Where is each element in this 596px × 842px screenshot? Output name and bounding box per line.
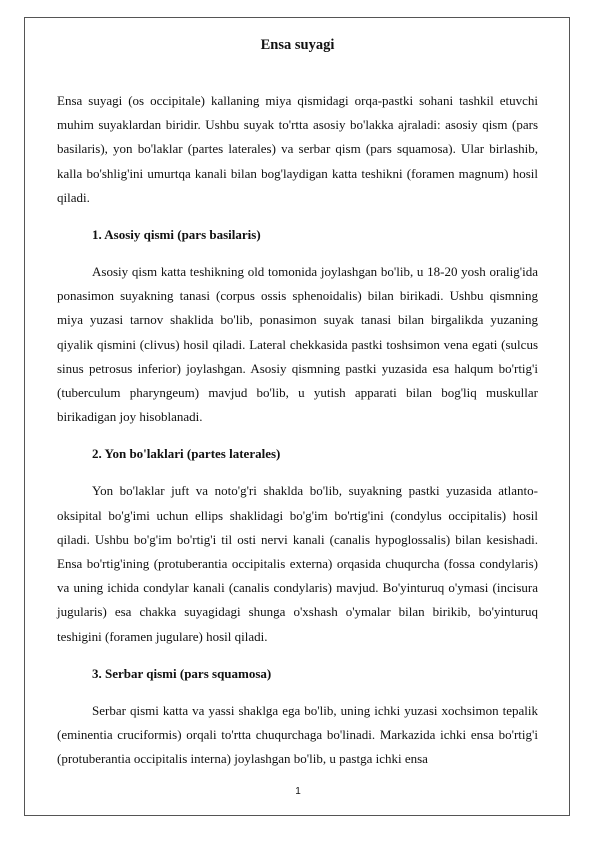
section-text-laterales: Yon bo'laklar juft va noto'g'ri shaklda bo'lib, suyakning pastki yuzasida atlanto-oksipital bo'g'imi uchun ellips shaklidagi bo'g'im bo'rtig'ini (condylus occipitalis) hosil qiladi. Ushbu bo'g'im bo'rtig'i til osti nervi kanali (canalis hypoglossalis) bilan kesishadi. Ensa bo'rtig'ining (protuberantia occipitalis externa) orqasida chuqurcha (fossa condylaris) va uning ichida condylar kanali (canalis condylaris) mavjud. Bo'yinturuq o'ymasi (incisura jugularis) esa chakka suyagidagi shunga o'xshash o'ymalar bilan birikib, bo'yinturuq teshigini (foramen jugulare) hosil qiladi. xyxy=(57,483,538,644)
page-number: 1 xyxy=(295,786,301,797)
section-heading-squamosa: 3. Serbar qismi (pars squamosa) xyxy=(92,665,272,681)
document-title: Ensa suyagi xyxy=(260,37,335,53)
document-body xyxy=(57,35,538,784)
section-heading-basilaris: 1. Asosiy qismi (pars basilaris) xyxy=(92,227,261,243)
section-text-squamosa: Serbar qismi katta va yassi shaklga ega bo'lib, uning ichki yuzasi xochsimon tepalik (eminentia cruciformis) orqali to'rtta chuqurchaga bo'linadi. Markazida ichki ensa bo'rtig'i (protuberantia occipitalis interna) joylashgan bo'lib, u pastga ichki ensa xyxy=(57,702,538,767)
section-heading-laterales: 2. Yon bo'laklari (partes laterales) xyxy=(92,446,281,462)
intro-paragraph: Ensa suyagi (os occipitale) kallaning miya qismidagi orqa-pastki sohani tashkil etuvchi muhim suyaklardan biridir. Ushbu suyak to'rtta asosiy bo'lakka ajraladi: asosiy qism (pars basilaris), yon bo'laklar (partes laterales) va serbar qism (pars squamosa). Ular birlashib, kalla bo'shlig'ini umurtqa kanali bilan bog'laydigan katta teshikni (foramen magnum) hosil qiladi. xyxy=(57,93,538,205)
section-text-basilaris: Asosiy qism katta teshikning old tomonida joylashgan bo'lib, u 18-20 yosh oralig'ida ponasimon suyakning tanasi (corpus ossis sphenoidalis) bilan birikadi. Ushbu qismning miya yuzasi tarnov shaklida bo'lib, ponasimon suyak tanasi bilan birgalikda yuzaning qiyalik qismini (clivus) hosil qiladi. Lateral chekkasida pastki toshsimon vena egati (sulcus sinus petrosus inferior) joylashgan. Asosiy qismning pastki yuzasida esa halqum bo'rtig'i (tuberculum pharyngeum) mavjud bo'lib, u yutish apparati bilan bog'liq muskullar birikadigan joy hisoblanadi. xyxy=(57,264,538,425)
